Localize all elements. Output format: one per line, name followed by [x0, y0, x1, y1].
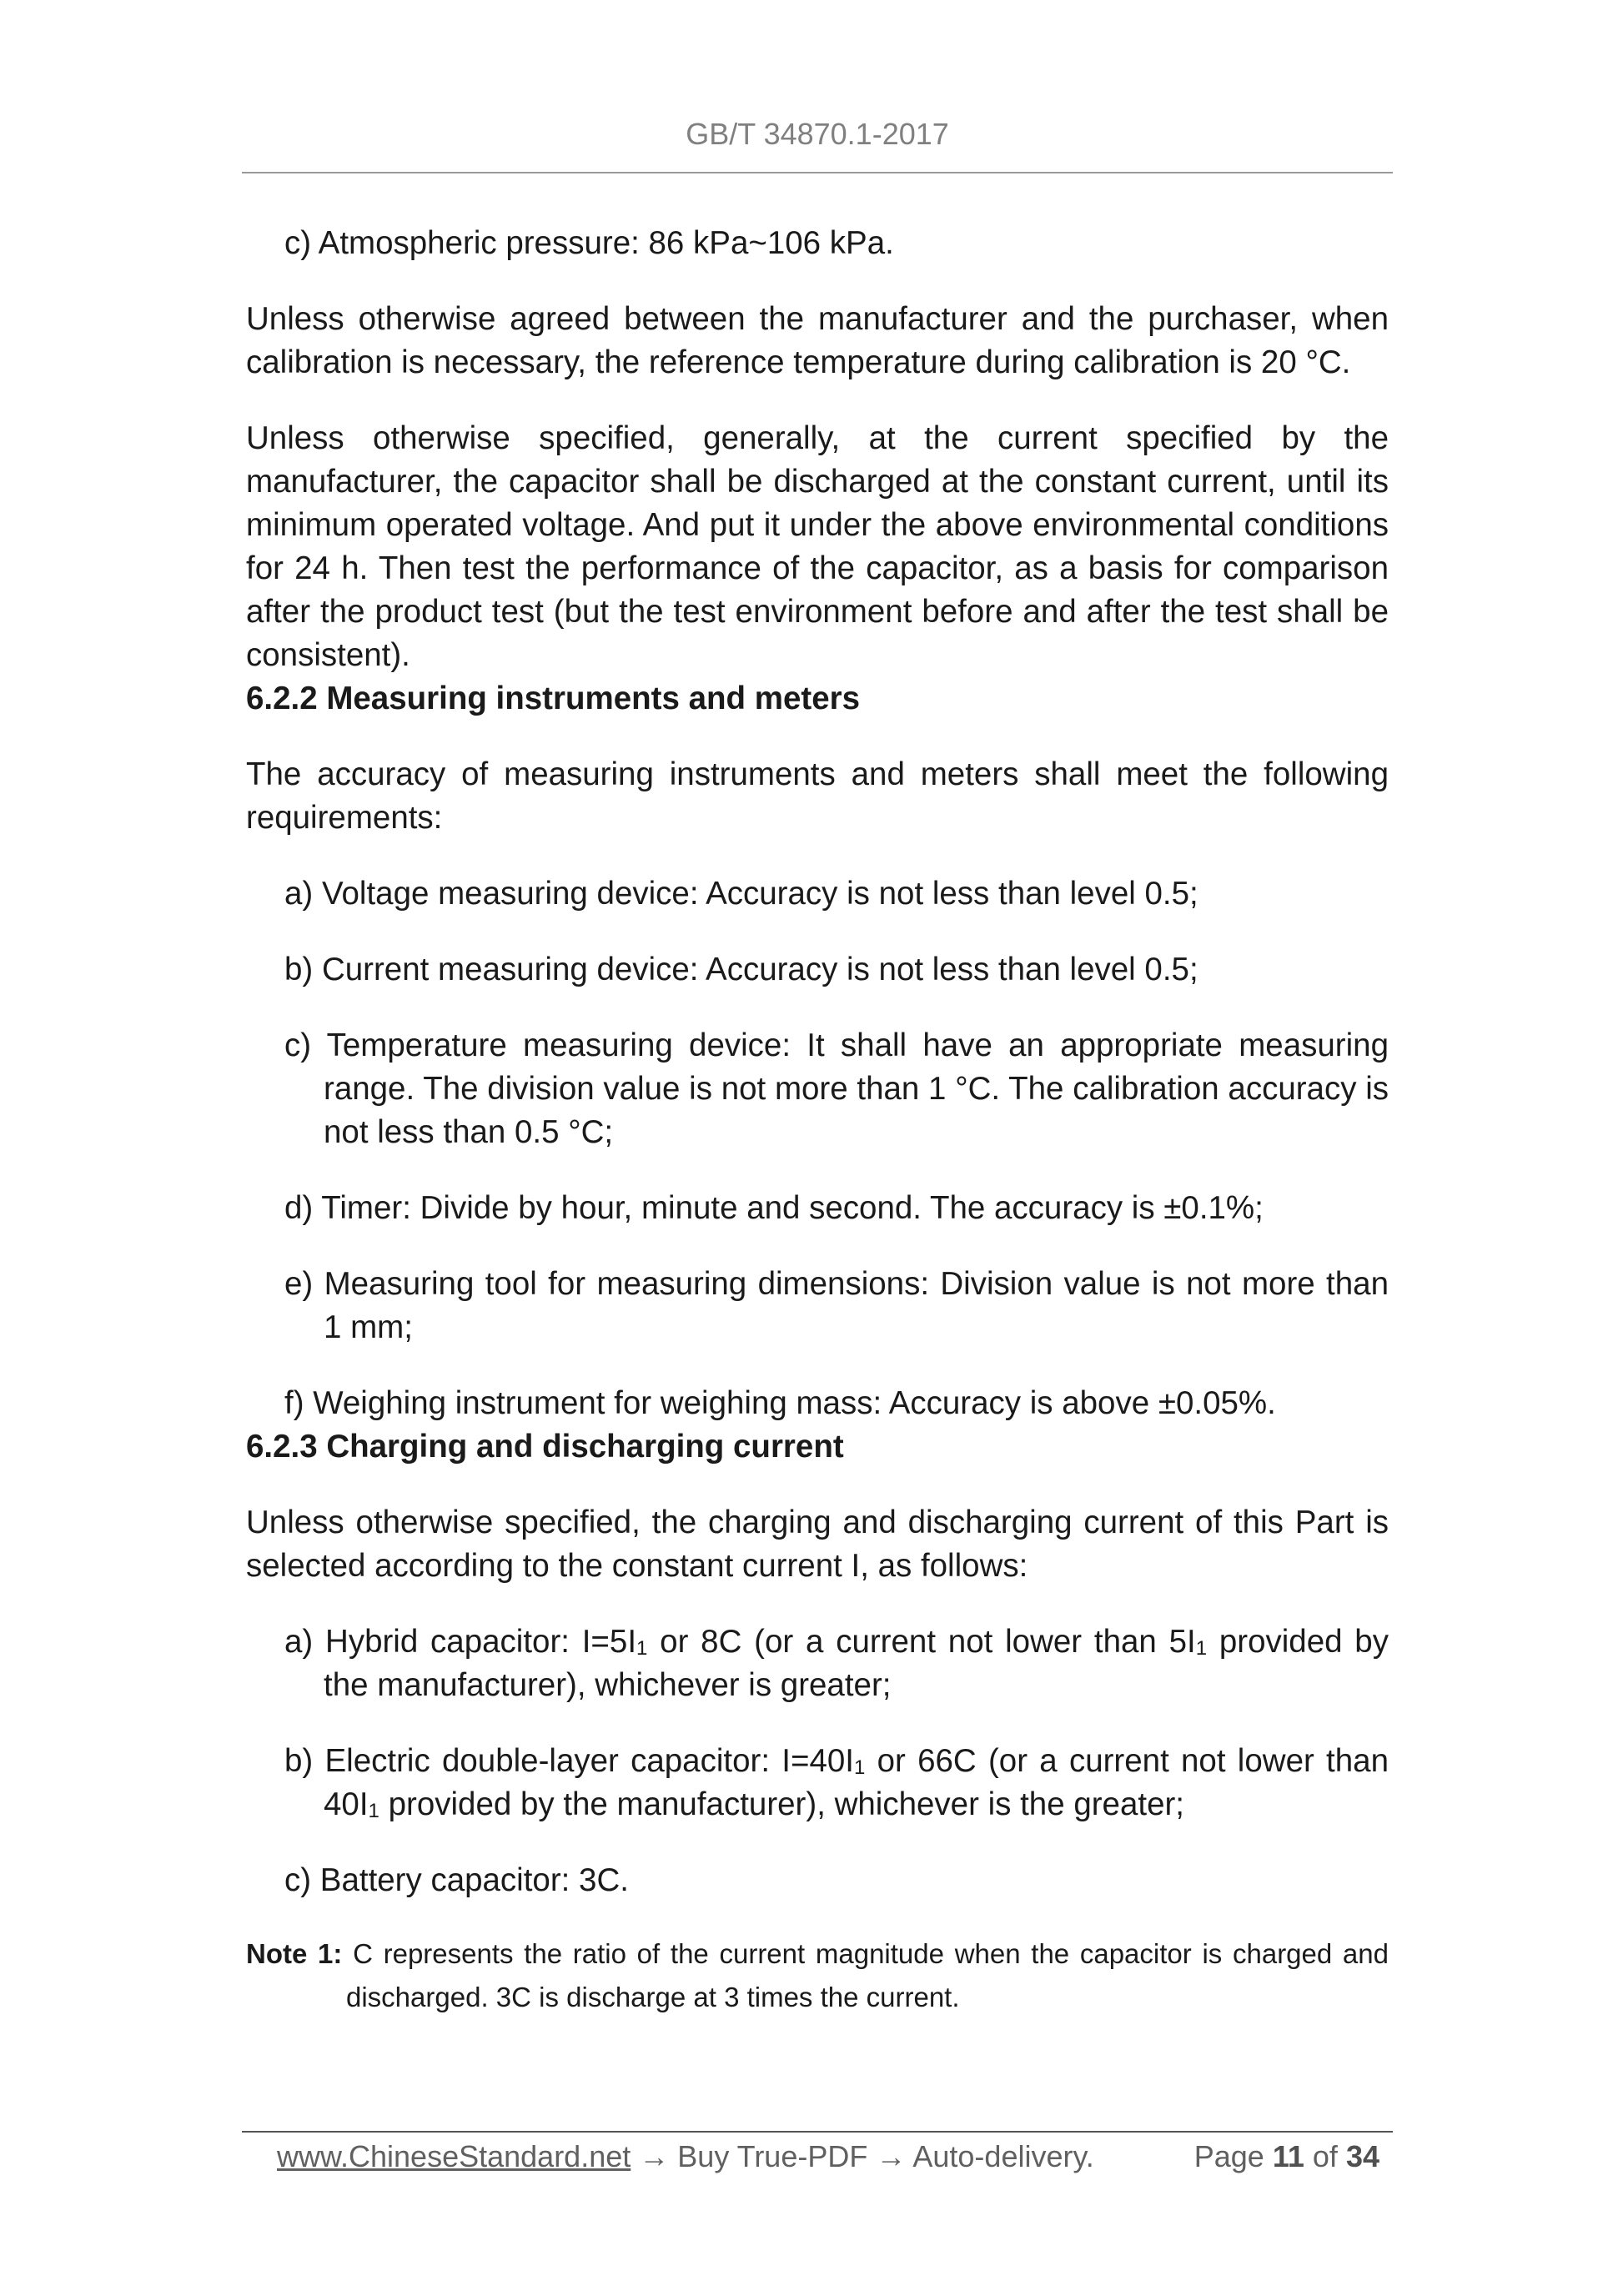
item-label: b)	[284, 1743, 314, 1779]
item-text-part: provided by the manufacturer), whichever is greater;	[324, 1624, 1389, 1703]
list-item-timer	[284, 1187, 1389, 1230]
subscript: 1	[636, 1637, 648, 1660]
arrow-right-icon: →	[639, 2139, 670, 2173]
list-item-weighing	[284, 1382, 1389, 1425]
list-item-double-layer-capacitor	[284, 1740, 1389, 1826]
item-text: Voltage measuring device: Accuracy is not less than level 0.5;	[321, 876, 1198, 912]
section-heading-6-2-3: 6.2.3 Charging and discharging current	[246, 1429, 844, 1465]
paragraph-discharge: Unless otherwise specified, generally, at the current specified by the manufacturer, the capacitor shall be discharged at the constant current, until its minimum operated voltage. And put it under the above environmental conditions for 24 h. Then test the performance of the capacitor, as a basis for comparison after the product test (but the test environment before and after the test shall be consistent).	[246, 420, 1389, 673]
item-text-part: or 66C (or a current not lower than 40I	[324, 1743, 1389, 1822]
list-item-dimensions	[284, 1263, 1389, 1349]
item-text-part: provided by the manufacturer), whichever is the greater;	[379, 1786, 1185, 1822]
item-label: c)	[284, 1862, 312, 1898]
page-word: Page	[1193, 2139, 1264, 2173]
total-pages: 34	[1345, 2139, 1379, 2173]
section-heading-6-2-2: 6.2.2 Measuring instruments and meters	[246, 681, 861, 716]
item-label: e)	[284, 1266, 314, 1302]
item-label: c)	[284, 1027, 312, 1063]
note-1	[246, 1932, 1389, 2019]
buy-pdf-text: Buy True-PDF	[677, 2139, 868, 2173]
subscript: 1	[368, 1800, 379, 1822]
website-link[interactable]: www.ChineseStandard.net	[277, 2139, 631, 2173]
list-item-temperature	[284, 1024, 1389, 1154]
item-text-part: Electric double-layer capacitor: I=40I	[324, 1743, 854, 1779]
list-item-current	[284, 948, 1389, 992]
item-text: Battery capacitor: 3C.	[319, 1862, 629, 1898]
note-label: Note 1:	[246, 1938, 343, 1969]
list-item-battery-capacitor	[284, 1859, 1389, 1902]
of-word: of	[1312, 2139, 1338, 2173]
auto-delivery-text: Auto-delivery.	[912, 2139, 1094, 2173]
item-text: Timer: Divide by hour, minute and second. The accuracy is ±0.1%;	[321, 1190, 1264, 1226]
paragraph-current-intro: Unless otherwise specified, the charging and discharging current of this Part is selected according to the constant current I, as follows:	[246, 1505, 1389, 1584]
item-label: d)	[284, 1190, 314, 1226]
page-header: GB/T 34870.1-2017	[686, 117, 949, 151]
subscript: 1	[853, 1756, 866, 1779]
arrow-right-icon: →	[876, 2139, 907, 2173]
item-text: Atmospheric pressure: 86 kPa~106 kPa.	[318, 225, 894, 261]
item-text: Temperature measuring device: It shall have an appropriate measuring range. The division value is not more than 1 °C. The calibration accuracy is not less than 0.5 °C;	[324, 1027, 1389, 1150]
footer-divider	[242, 2131, 1393, 2133]
item-text-part: Hybrid capacitor: I=5I	[325, 1624, 637, 1660]
item-text: Weighing instrument for weighing mass: Accuracy is above ±0.05%.	[313, 1385, 1276, 1421]
item-text: Current measuring device: Accuracy is not less than level 0.5;	[321, 952, 1198, 987]
document-body	[246, 222, 1389, 2019]
header-divider	[242, 172, 1393, 173]
list-item-atmospheric-pressure	[284, 222, 1389, 265]
subscript: 1	[1195, 1637, 1208, 1660]
page-number	[1194, 2138, 1379, 2176]
list-item-hybrid-capacitor	[284, 1620, 1389, 1707]
item-label: b)	[284, 952, 314, 987]
item-label: a)	[284, 876, 314, 912]
item-text: Measuring tool for measuring dimensions: Division value is not more than 1 mm;	[324, 1266, 1389, 1345]
current-page: 11	[1272, 2139, 1304, 2173]
item-label: a)	[284, 1624, 314, 1660]
item-text-part: or 8C (or a current not lower than 5I	[647, 1624, 1196, 1660]
paragraph-accuracy-intro: The accuracy of measuring instruments and meters shall meet the following requirements:	[246, 756, 1389, 836]
footer-promo	[277, 2138, 1094, 2176]
paragraph-calibration: Unless otherwise agreed between the manufacturer and the purchaser, when calibration is necessary, the reference temperature during calibration is 20 °C.	[246, 301, 1389, 380]
item-label: c)	[284, 225, 312, 261]
note-text: C represents the ratio of the current magnitude when the capacitor is charged and discharged. 3C is discharge at 3 times the current.	[346, 1938, 1389, 2012]
list-item-voltage	[284, 872, 1389, 916]
item-label: f)	[284, 1385, 304, 1421]
